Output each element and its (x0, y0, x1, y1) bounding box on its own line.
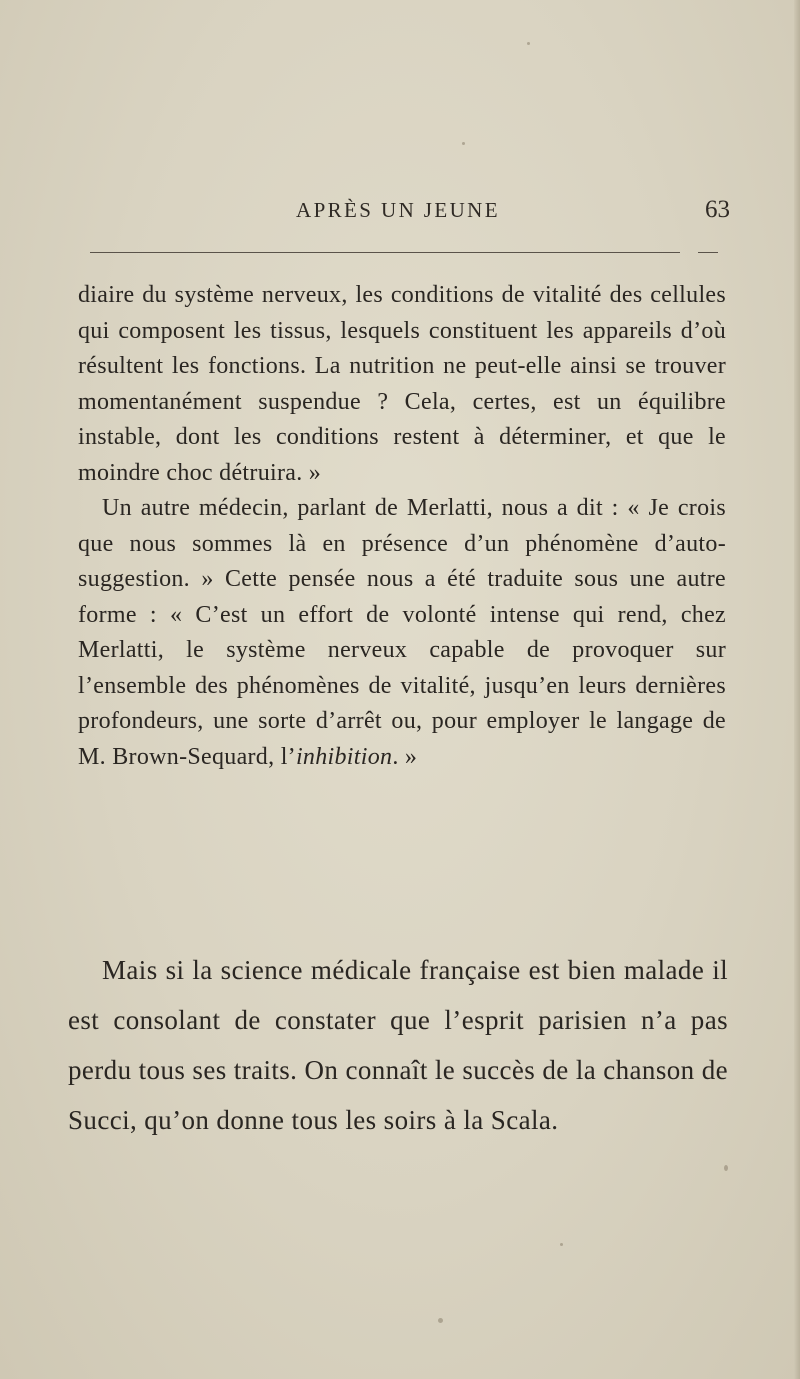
paper-speck (527, 42, 530, 45)
lower-text-block (68, 945, 728, 1145)
running-title: APRÈS UN JEUNE (296, 198, 500, 222)
paragraph-quote-end: . » (392, 743, 418, 770)
header-rule (90, 252, 680, 253)
header-rule-dash (698, 252, 718, 253)
page-header (80, 198, 730, 232)
italic-term: inhibition (295, 743, 393, 770)
paper-speck (560, 1243, 563, 1246)
paragraph-succi: Mais si la science médicale française est bien malade il est consolant de constater que l’esprit parisien n’a pas perdu tous ses traits. On connaît le succès de la chanson de Succi, qu’on donne tous les soirs à la Scala. (68, 955, 728, 1135)
paragraph-quote (78, 491, 726, 775)
paragraph-continuation: diaire du système nerveux, les conditions de vitalité des cellules qui composent les tissus, lesquels constituent les appareils d’où résultent les fonctions. La nutrition ne peut-elle ainsi se trouver momentanément suspendue ? Cela, certes, est un équilibre instable, dont les conditions restent à déterminer, et que le moindre choc détruira. » (78, 282, 726, 486)
paper-speck (438, 1318, 443, 1323)
paragraph-quote-text: Un autre médecin, parlant de Merlatti, nous a dit : « Je crois que nous sommes là en présence d’un phénomène d’auto-suggestion. » Cette pensée nous a été traduite sous une autre forme : « C’est un effort de volonté intense qui rend, chez Merlatti, le système nerveux capable de provoquer sur l’ensemble des phénomènes de vitalité, jusqu’en leurs dernières profondeurs, une sorte d’arrêt ou, pour employer le langage de M. Brown-Sequard, l’ (78, 495, 726, 770)
upper-text-block (78, 278, 726, 775)
paper-speck (462, 142, 465, 145)
page-number: 63 (705, 196, 730, 223)
page-edge (794, 0, 800, 1379)
paper-speck (724, 1165, 728, 1171)
